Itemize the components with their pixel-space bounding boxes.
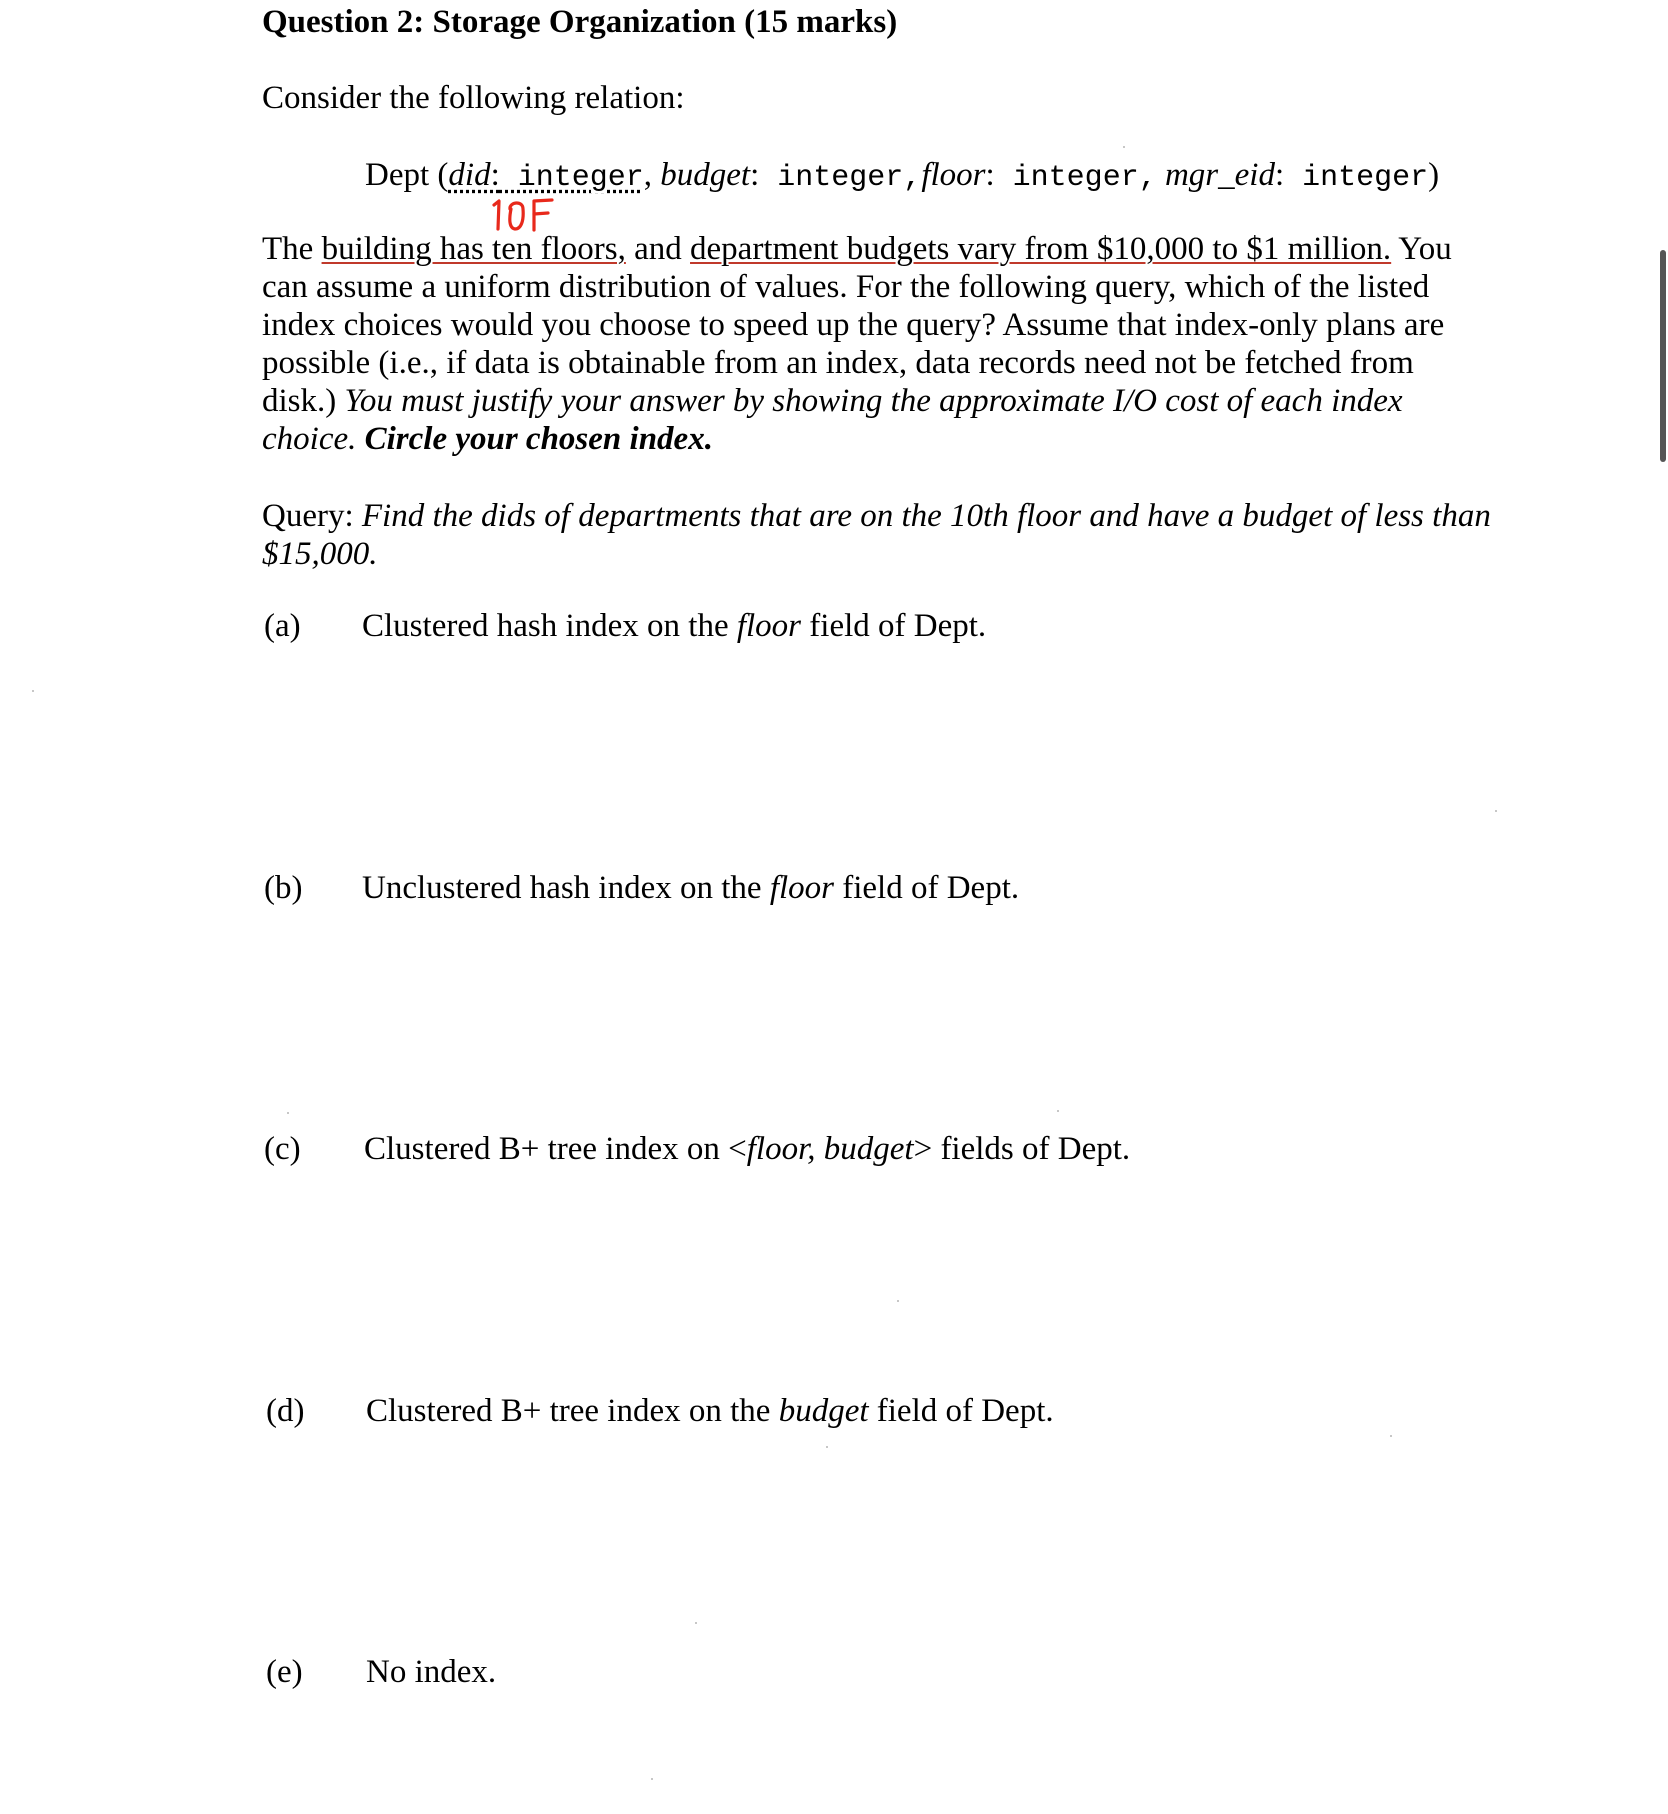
floor-type: integer,	[994, 161, 1157, 195]
scan-speck	[826, 1446, 828, 1448]
scan-speck	[32, 690, 34, 692]
budget-attribute: budget	[660, 157, 751, 193]
option-e-label: (e)	[266, 1654, 303, 1690]
option-e-text: No index.	[366, 1654, 497, 1690]
option-d-label: (d)	[266, 1393, 305, 1429]
budget-range-phrase: department budgets vary from $10,000 to $1 million.	[690, 231, 1392, 267]
intro-text: Consider the following relation:	[262, 80, 685, 116]
option-c-text: Clustered B+ tree index on <floor, budget> fields of Dept.	[364, 1131, 1131, 1167]
floors-phrase: building has ten floors,	[321, 231, 626, 267]
ink-stroke-f-bar	[534, 213, 548, 214]
option-a-label: (a)	[264, 608, 301, 644]
option-c-label: (c)	[264, 1131, 301, 1167]
ink-stroke-one	[494, 201, 499, 229]
budget-type: integer,	[759, 161, 922, 195]
handwritten-annotation	[488, 195, 560, 235]
scan-speck	[1057, 1110, 1059, 1112]
scan-speck	[1123, 146, 1125, 148]
scan-speck	[1390, 1435, 1392, 1437]
ink-stroke-zero	[510, 203, 523, 229]
scan-speck	[1495, 810, 1497, 812]
query-statement	[262, 497, 1492, 573]
option-a-text: Clustered hash index on the floor field of Dept.	[362, 608, 987, 644]
option-b-label: (b)	[264, 870, 303, 906]
query-text: Find the dids of departments that are on the 10th floor and have a budget of less than $15,000.	[262, 498, 1491, 572]
problem-paragraph: The building has ten floors, and department budgets vary from $10,000 to $1 million. You can assume a uniform distribution of values. For the following query, which of the listed index choices would you choose to speed up the query? Assume that index-only plans are possible (i.e., if data is obtainable from an index, data records need not be fetched from disk.) You must justify your answer by showing the approximate I/O cost of each index choice. Circle your chosen index.	[262, 231, 1452, 457]
vertical-scrollbar[interactable]	[1660, 250, 1666, 462]
relation-name: Dept	[365, 157, 430, 193]
mgr-eid-attribute: mgr_eid	[1164, 157, 1275, 193]
justify-instruction: You must justify your answer by showing the approximate I/O cost of each index choice.	[262, 383, 1403, 457]
scan-speck	[897, 1300, 899, 1302]
relation-schema: Dept (did: integer, budget: integer,floor: integer, mgr_eid: integer)	[365, 157, 1440, 195]
query-label: Query:	[262, 498, 362, 534]
option-d-text: Clustered B+ tree index on the budget field of Dept.	[366, 1393, 1054, 1429]
scan-speck	[695, 1622, 697, 1624]
scan-speck	[651, 1778, 653, 1780]
circle-instruction: Circle your chosen index.	[364, 421, 713, 457]
question-title: Question 2: Storage Organization (15 marks)	[262, 4, 898, 40]
mgr-eid-type: integer	[1284, 161, 1429, 195]
floor-attribute: floor	[921, 157, 986, 193]
scan-speck	[287, 1112, 289, 1114]
open-paren: (	[429, 157, 449, 193]
option-b-text: Unclustered hash index on the floor field of Dept.	[362, 870, 1020, 906]
did-attribute: did: integer	[448, 157, 644, 195]
close-paren: )	[1428, 157, 1440, 193]
